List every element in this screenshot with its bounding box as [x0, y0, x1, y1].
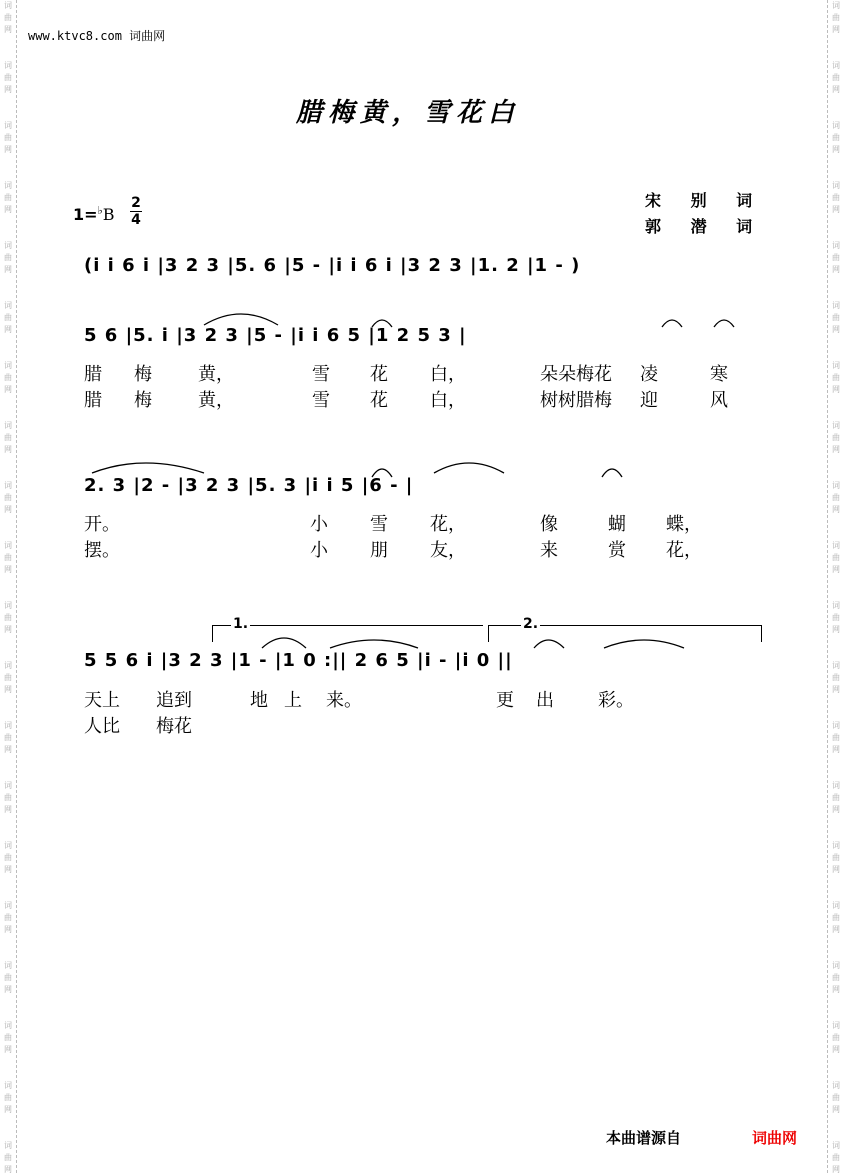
lyric-word: 来。 [326, 690, 362, 711]
margin-watermark-text: 词 曲 网 [832, 841, 840, 874]
margin-watermark-text: 词 曲 网 [4, 421, 12, 454]
lyric-word: 像 [540, 514, 558, 535]
lyric-word: 雪 [370, 514, 388, 535]
lyric-word: 梅花 [156, 716, 192, 737]
margin-watermark-text: 词 曲 网 [832, 301, 840, 334]
music-line-1: (i i 6 i |3 2 3 |5. 6 |5 - |i i 6 i |3 2 3 |1. 2 |1 - ) [84, 255, 581, 276]
lyric-word: 梅 [134, 390, 152, 411]
margin-watermark-text: 词 曲 网 [4, 781, 12, 814]
lyric-word: 上 [284, 690, 302, 711]
lyricist-credit: 宋 别 词 [645, 191, 765, 210]
right-margin-strip [827, 0, 844, 1173]
margin-watermark-text: 词 曲 网 [832, 421, 840, 454]
footer-source-text: 本曲谱源自 [606, 1129, 682, 1147]
lyric-word: 黄， [198, 390, 234, 411]
lyric-word: 小 [310, 514, 328, 535]
margin-watermark-text: 词 曲 网 [4, 61, 12, 94]
time-signature: 2 4 [131, 195, 141, 228]
lyric-word: 更 [496, 690, 514, 711]
lyric-word: 追到 [156, 690, 192, 711]
margin-watermark-text: 词 曲 网 [4, 301, 12, 334]
slurs-line-2 [196, 305, 796, 335]
margin-watermark-text: 词 曲 网 [832, 1, 840, 34]
lyric-word: 雪 [312, 364, 330, 385]
lyric-word: 天上 [84, 690, 120, 711]
lyric-word: 赏 [608, 540, 626, 561]
slurs-line-3 [84, 455, 684, 485]
margin-watermark-text: 词 曲 网 [832, 601, 840, 634]
margin-watermark-text: 词 曲 网 [4, 841, 12, 874]
lyric-word: 地 [250, 690, 268, 711]
margin-watermark-text: 词 曲 网 [832, 481, 840, 514]
margin-watermark-text: 词 曲 网 [4, 661, 12, 694]
lyric-word: 来 [540, 540, 558, 561]
lyric-word: 摆。 [84, 540, 120, 561]
song-title: 腊梅黄，雪花白 [296, 98, 521, 128]
site-name: 词曲网 [129, 29, 166, 43]
lyric-word: 朋 [370, 540, 388, 561]
lyric-word: 蝶， [666, 514, 702, 535]
lyric-word: 迎 [640, 390, 658, 411]
margin-watermark-text: 词 曲 网 [4, 601, 12, 634]
lyric-word: 树树腊梅 [540, 390, 612, 411]
margin-watermark-text: 词 曲 网 [4, 361, 12, 394]
site-header [28, 27, 165, 44]
lyric-word: 出 [536, 690, 554, 711]
lyric-word: 小 [310, 540, 328, 561]
lyric-word: 花， [430, 514, 466, 535]
lyric-word: 蝴 [608, 514, 626, 535]
lyric-word: 彩。 [598, 690, 634, 711]
key-signature: 1=♭B [73, 204, 115, 224]
lyric-word: 开。 [84, 514, 120, 535]
margin-watermark-text: 词 曲 网 [4, 721, 12, 754]
lyric-word: 黄， [198, 364, 234, 385]
margin-watermark-text: 词 曲 网 [4, 541, 12, 574]
margin-watermark-text: 词 曲 网 [4, 901, 12, 934]
margin-watermark-text: 词 曲 网 [4, 1141, 12, 1174]
music-line-4: 5 5 6 i |3 2 3 |1 - |1 0 :|| 2 6 5 |i - |i 0 || [84, 650, 513, 671]
slurs-line-4 [84, 628, 764, 658]
lyric-word: 寒 [710, 364, 728, 385]
lyric-word: 风 [710, 390, 728, 411]
margin-watermark-text: 词 曲 网 [832, 901, 840, 934]
margin-watermark-text: 词 曲 网 [4, 241, 12, 274]
margin-watermark-text: 词 曲 网 [832, 121, 840, 154]
lyric-word: 腊 [84, 390, 102, 411]
site-url[interactable]: www.ktvc8.com [28, 29, 122, 43]
composer-credit: 郭 潜 词 [645, 217, 765, 236]
margin-watermark-text: 词 曲 网 [832, 661, 840, 694]
lyric-word: 花 [370, 364, 388, 385]
music-line-2: 5 6 |5. i |3 2 3 |5 - |i i 6 5 |1 2 5 3 | [84, 325, 467, 346]
margin-watermark-text: 词 曲 网 [832, 781, 840, 814]
lyric-word: 朵朵梅花 [540, 364, 612, 385]
lyric-word: 花 [370, 390, 388, 411]
footer-brand-link[interactable]: 词曲网 [752, 1129, 798, 1147]
lyric-word: 白， [430, 390, 466, 411]
margin-watermark-text: 词 曲 网 [832, 61, 840, 94]
margin-watermark-text: 词 曲 网 [832, 961, 840, 994]
margin-watermark-text: 词 曲 网 [832, 721, 840, 754]
margin-watermark-text: 词 曲 网 [832, 541, 840, 574]
music-line-3: 2. 3 |2 - |3 2 3 |5. 3 |i i 5 |6 - | [84, 475, 414, 496]
lyric-word: 花， [666, 540, 702, 561]
lyric-word: 梅 [134, 364, 152, 385]
left-margin-strip [0, 0, 17, 1173]
lyric-word: 雪 [312, 390, 330, 411]
volta-first: 1. [212, 625, 483, 642]
margin-watermark-text: 词 曲 网 [832, 1081, 840, 1114]
margin-watermark-text: 词 曲 网 [4, 1, 12, 34]
lyric-word: 凌 [640, 364, 658, 385]
margin-watermark-text: 词 曲 网 [4, 121, 12, 154]
lyric-word: 友， [430, 540, 466, 561]
margin-watermark-text: 词 曲 网 [832, 1021, 840, 1054]
lyric-word: 人比 [84, 716, 120, 737]
lyric-word: 白， [430, 364, 466, 385]
volta-second: 2. [488, 625, 762, 642]
margin-watermark-text: 词 曲 网 [4, 1081, 12, 1114]
margin-watermark-text: 词 曲 网 [4, 961, 12, 994]
margin-watermark-text: 词 曲 网 [4, 481, 12, 514]
margin-watermark-text: 词 曲 网 [832, 181, 840, 214]
margin-watermark-text: 词 曲 网 [4, 1021, 12, 1054]
margin-watermark-text: 词 曲 网 [832, 1141, 840, 1174]
margin-watermark-text: 词 曲 网 [4, 181, 12, 214]
margin-watermark-text: 词 曲 网 [832, 241, 840, 274]
lyric-word: 腊 [84, 364, 102, 385]
margin-watermark-text: 词 曲 网 [832, 361, 840, 394]
